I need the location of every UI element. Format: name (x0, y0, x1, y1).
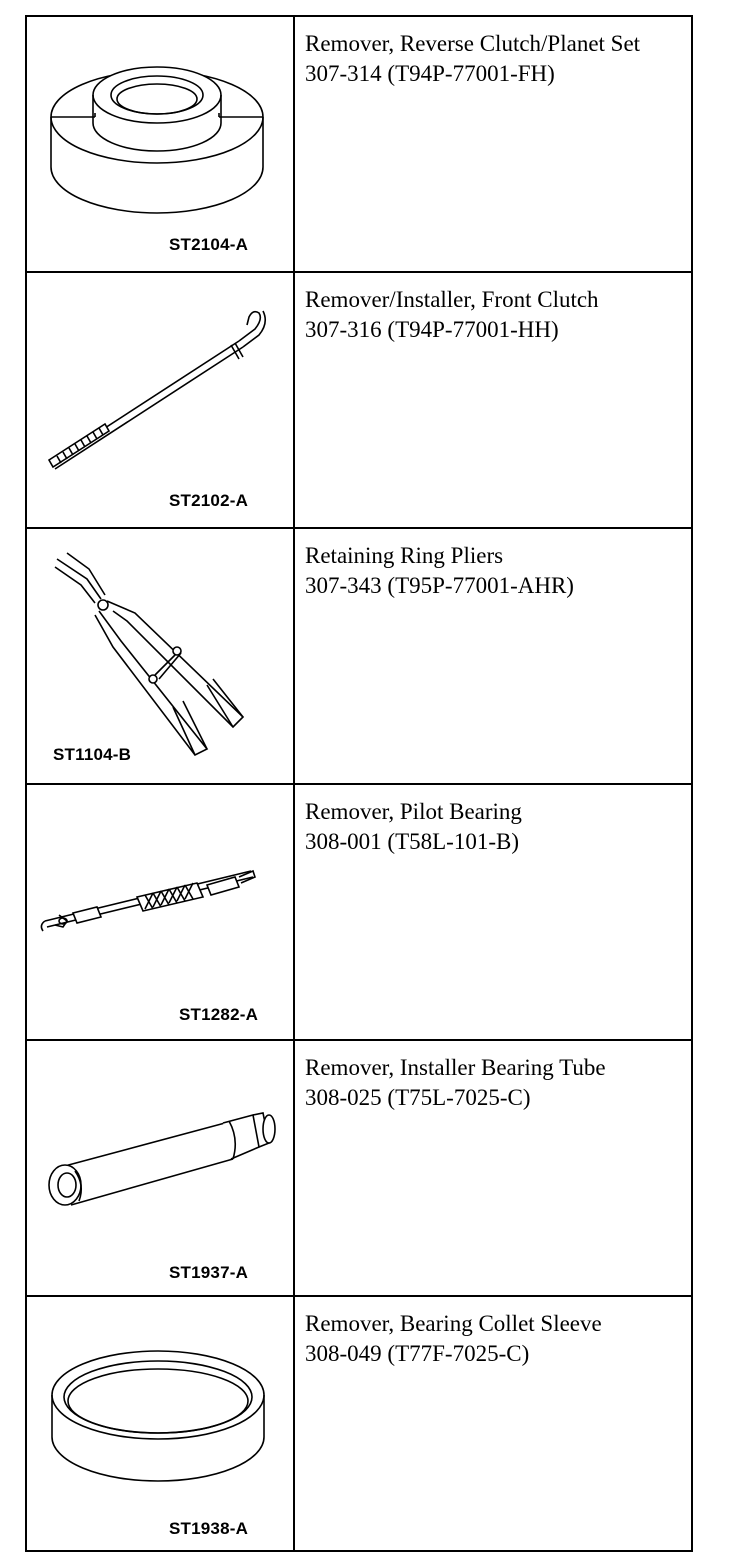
tool-name: Remover, Reverse Clutch/Planet Set (305, 31, 641, 56)
tool-description-cell (294, 528, 692, 784)
bearing-puller-icon (27, 785, 293, 1037)
tool-part-number: 308-049 (T77F-7025-C) (305, 1341, 530, 1366)
pliers-icon (27, 529, 293, 781)
table-row (26, 528, 692, 784)
tool-name: Remover, Bearing Collet Sleeve (305, 1311, 602, 1336)
tool-name: Remover, Installer Bearing Tube (305, 1055, 606, 1080)
illustration-ref-code: ST2102-A (169, 491, 249, 510)
table-row (26, 16, 692, 272)
tool-part-number: 307-343 (T95P-77001-AHR) (305, 573, 574, 598)
tool-illustration-cell (26, 1040, 294, 1296)
tool-name: Remover/Installer, Front Clutch (305, 287, 599, 312)
ring-with-slots-icon (27, 17, 293, 269)
tool-illustration-cell (26, 272, 294, 528)
tool-illustration-cell (26, 784, 294, 1040)
tool-illustration-cell (26, 1296, 294, 1551)
illustration-ref-code: ST1938-A (169, 1519, 249, 1538)
special-tools-table (25, 15, 693, 1552)
hooked-rod-icon (27, 273, 293, 525)
tool-name: Remover, Pilot Bearing (305, 799, 522, 824)
tool-part-number: 308-001 (T58L-101-B) (305, 829, 519, 854)
tool-description-cell (294, 1040, 692, 1296)
tool-description-cell (294, 272, 692, 528)
collet-sleeve-icon (27, 1297, 293, 1549)
tool-part-number: 307-314 (T94P-77001-FH) (305, 61, 555, 86)
bearing-tube-icon (27, 1041, 293, 1293)
tool-description-cell (294, 1296, 692, 1551)
tool-illustration-cell (26, 16, 294, 272)
illustration-ref-code: ST1282-A (179, 1005, 259, 1024)
table-row (26, 1296, 692, 1551)
illustration-ref-code: ST2104-A (169, 235, 249, 254)
tool-part-number: 308-025 (T75L-7025-C) (305, 1085, 531, 1110)
table-row (26, 784, 692, 1040)
table-row (26, 272, 692, 528)
tool-illustration-cell (26, 528, 294, 784)
tool-part-number: 307-316 (T94P-77001-HH) (305, 317, 559, 342)
tool-description-cell (294, 16, 692, 272)
table-row (26, 1040, 692, 1296)
illustration-ref-code: ST1937-A (169, 1263, 249, 1282)
illustration-ref-code: ST1104-B (53, 745, 132, 764)
tool-description-cell (294, 784, 692, 1040)
tool-name: Retaining Ring Pliers (305, 543, 504, 568)
